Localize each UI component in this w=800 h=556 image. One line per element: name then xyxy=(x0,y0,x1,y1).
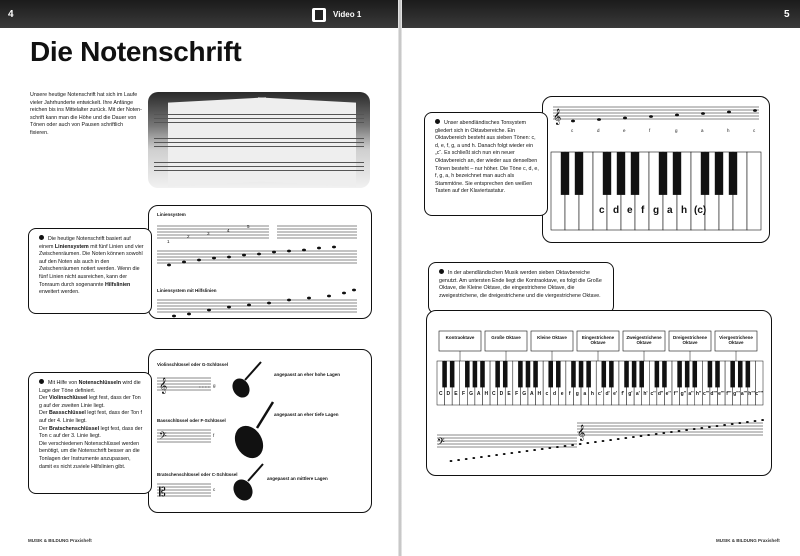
term-notenschluessel: Notenschlüsseln xyxy=(78,380,122,386)
sheet-music-photo xyxy=(148,92,370,188)
black-key xyxy=(701,152,709,195)
black-key xyxy=(746,361,751,387)
note-head xyxy=(685,429,688,431)
scale-note: d xyxy=(597,128,600,133)
note-head xyxy=(594,441,597,443)
line-number-2: 2 xyxy=(187,234,190,239)
note-head xyxy=(533,449,536,451)
liniensystem-label: Liniensystem xyxy=(157,212,186,217)
oktave-callout xyxy=(424,112,548,216)
note-head xyxy=(495,454,498,456)
key-label: f'' xyxy=(673,391,678,397)
callout-text: mit fünf Linien und vier Zwischenräumen. Die Noten können sowohl auf den Noten als auch in den Zwischenräumen notiert werden. Wenn die fünf Linien nicht ausreichen, kann der Tonraum durch sogenannte xyxy=(39,243,144,288)
octave-header: Zweigestrichene Oktave xyxy=(626,335,662,345)
octave-header-box xyxy=(439,331,481,351)
note-head xyxy=(518,451,521,453)
term-bratschenschluessel: Bratschenschlüssel xyxy=(49,425,100,432)
white-key xyxy=(755,361,763,405)
line-number-3: 3 xyxy=(207,231,210,236)
key-label: G xyxy=(522,391,527,397)
key-label: C xyxy=(492,391,496,397)
key-label: a xyxy=(583,391,587,397)
black-key xyxy=(715,361,720,387)
note-head xyxy=(678,430,681,432)
clef-desc-g: angepasst an eher hohe Lagen xyxy=(274,372,341,377)
black-key xyxy=(673,152,681,195)
scale-note-head xyxy=(649,115,653,118)
callout-text: Der xyxy=(39,425,50,432)
scale-keyboard-diagram xyxy=(542,96,770,243)
key-label: h xyxy=(681,205,688,216)
page-number-left: 4 xyxy=(8,9,14,20)
note-head xyxy=(670,431,673,433)
scale-note-head xyxy=(623,117,627,120)
key-label: d'' xyxy=(657,391,664,397)
octave-header: Große Oktave xyxy=(491,335,521,340)
key-label: d xyxy=(552,391,557,397)
clef-callout xyxy=(28,372,152,494)
scale-note-head xyxy=(701,112,705,115)
note-head xyxy=(761,419,764,421)
svg-text:𝄡: 𝄡 xyxy=(159,485,166,499)
scale-note: e xyxy=(623,128,626,133)
page-number-right: 5 xyxy=(784,9,790,20)
key-label: c'' xyxy=(650,391,656,397)
line-number-4: 4 xyxy=(227,228,230,233)
key-label: h''' xyxy=(748,391,755,397)
octave-header: Kleine Oktave xyxy=(537,335,567,340)
key-label: E xyxy=(507,391,511,397)
scale-note: f xyxy=(649,128,651,133)
key-label: D xyxy=(446,391,451,397)
scale-note: g xyxy=(675,128,678,133)
note-head xyxy=(624,437,627,439)
clef-note-g: g xyxy=(213,383,216,388)
black-key xyxy=(602,361,607,387)
key-label: C xyxy=(438,391,443,397)
intro-text: Unsere heutige Notenschrift hat sich im Laufe vieler Jahrhunderte entwickelt. Ihre Anfänge reichen bis ins Mittelalter zurück. Mit der Notenschrift kann man die Höhe und die Dauer von Tönen oder auch von Pausen schriftlich fixieren. xyxy=(30,92,142,136)
key-label: (c) xyxy=(694,205,707,216)
note-head xyxy=(655,433,658,435)
note-head xyxy=(723,424,726,426)
white-key xyxy=(747,152,761,230)
black-key xyxy=(579,361,584,387)
black-key xyxy=(548,361,553,387)
bullet-icon xyxy=(439,269,444,274)
bullet-icon xyxy=(39,379,44,384)
black-key xyxy=(609,361,614,387)
note-head xyxy=(586,442,589,444)
note-head xyxy=(609,439,612,441)
callout-text: wird die Lage der Töne definiert. xyxy=(39,380,141,394)
black-key xyxy=(632,361,637,387)
key-label: c'''' xyxy=(755,391,763,397)
key-label: f xyxy=(641,205,645,216)
black-key xyxy=(603,152,611,195)
line-number-1: 1 xyxy=(167,239,170,244)
black-key xyxy=(659,152,667,195)
svg-text:𝄞: 𝄞 xyxy=(159,378,168,394)
black-key xyxy=(685,361,690,387)
video-label: Video 1 xyxy=(333,10,362,19)
key-label: g'' xyxy=(680,391,687,397)
key-label: H xyxy=(537,391,542,397)
octave-keyboard-diagram xyxy=(426,310,772,476)
clef-note-f: f xyxy=(213,433,215,438)
note-head xyxy=(640,435,643,437)
key-label: e' xyxy=(613,391,618,397)
page-spine xyxy=(398,0,402,556)
black-key xyxy=(495,361,500,387)
note-head xyxy=(472,457,475,459)
note-head xyxy=(708,426,711,428)
key-label: h' xyxy=(643,391,648,397)
scale-note-head xyxy=(753,109,757,112)
clef-diagram xyxy=(148,349,372,513)
black-key xyxy=(503,361,508,387)
keyboard-key-labels xyxy=(599,205,719,219)
black-key xyxy=(575,152,583,195)
black-key xyxy=(730,361,735,387)
callout-text: Die verschiedenen Notenschlüssel werden benötigt, um die Notenschrift besser an die Tonlagen der Instrumente anzupassen, damit es nicht zuviele Hilfslinien gibt. xyxy=(39,440,140,470)
clef-name-g: Violinschlüssel oder G-Schlüssel xyxy=(157,362,228,367)
svg-text:𝄞: 𝄞 xyxy=(553,109,562,125)
key-label: a''' xyxy=(740,391,748,397)
black-key xyxy=(639,361,644,387)
octave-header: Dreigestrichene Oktave xyxy=(672,335,707,345)
key-label: e''' xyxy=(718,391,725,397)
black-key xyxy=(662,361,667,387)
black-key xyxy=(442,361,447,387)
black-key xyxy=(677,361,682,387)
note-head xyxy=(503,453,506,455)
key-label: e xyxy=(627,205,633,216)
clef-note-c: c xyxy=(213,487,216,492)
clef-name-f: Bassschlüssel oder F-Schlüssel xyxy=(157,418,226,423)
clef-name-c: Bratschenschlüssel oder C-Schlüssel xyxy=(157,472,238,477)
key-label: a'' xyxy=(688,391,694,397)
note-head xyxy=(480,456,483,458)
note-head xyxy=(700,427,703,429)
black-key xyxy=(533,361,538,387)
bullet-icon xyxy=(39,235,44,240)
key-label: f''' xyxy=(726,391,732,397)
note-head xyxy=(693,428,696,430)
key-label: D xyxy=(499,391,504,397)
key-label: d''' xyxy=(710,391,718,397)
note-head xyxy=(602,440,605,442)
key-label: f' xyxy=(621,391,625,397)
key-label: f xyxy=(568,391,571,397)
callout-text: Mit Hilfe von xyxy=(48,380,79,386)
black-key xyxy=(561,152,569,195)
note-head xyxy=(731,423,734,425)
key-label: g' xyxy=(628,391,633,397)
black-key xyxy=(450,361,455,387)
note-head xyxy=(488,455,491,457)
clef-desc-c: angepasst an mittlere Lagen xyxy=(267,476,328,481)
note-head xyxy=(716,425,719,427)
scale-note-head xyxy=(675,114,679,117)
note-head xyxy=(632,436,635,438)
note-head xyxy=(564,445,567,447)
scale-note-head xyxy=(597,118,601,121)
note-head xyxy=(510,452,513,454)
black-key xyxy=(617,152,625,195)
term-violinschluessel: Violinschlüssel xyxy=(49,395,88,402)
film-icon xyxy=(312,8,326,22)
callout-text: legt fest, dass der Ton c auf der 3. Linie liegt. xyxy=(39,425,143,440)
note-head xyxy=(548,447,551,449)
black-key xyxy=(631,152,639,195)
key-label: c xyxy=(545,391,549,397)
key-label: c' xyxy=(598,391,602,397)
octave-header: Kontraoktave xyxy=(445,335,475,340)
key-label: e xyxy=(560,391,564,397)
oktaven-callout xyxy=(428,262,614,314)
svg-text:𝄢: 𝄢 xyxy=(159,430,167,444)
black-key xyxy=(738,361,743,387)
term-hilfslinien: Hilfslinien xyxy=(104,281,131,288)
callout-text: Unser abendländisches Tonsystem gliedert sich in Oktavbereiche. Ein Oktavbereich besteht aus sieben Tönen: c, d, e, f, g, a und h. Danach folgt wieder ein „c“. Es schließt sich nun ein neuer Oktavbereich an, der wieder aus denselben Tönen besteht – nur höher. Die Töne c, d, e, f, g, a, h bezeichnet man auch als Stammtöne. Sie entsprechen den weißen Tasten auf der Klaviertastatur. xyxy=(435,120,539,195)
note-head xyxy=(746,421,749,423)
liniensystem-diagram xyxy=(148,205,372,319)
note-head xyxy=(571,444,574,446)
key-label: F xyxy=(515,391,519,397)
footer-left: MUSIK & BILDUNG Praxisheft xyxy=(28,538,92,543)
key-label: c''' xyxy=(702,391,710,397)
scale-note-head xyxy=(727,111,731,114)
black-key xyxy=(465,361,470,387)
black-key xyxy=(729,152,737,195)
note-head xyxy=(556,446,559,448)
scale-labels xyxy=(555,128,760,136)
page-title: Die Notenschrift xyxy=(30,36,242,67)
black-key xyxy=(556,361,561,387)
note-head xyxy=(526,450,529,452)
octave-header: Eingestrichene Oktave xyxy=(581,335,615,345)
key-label: a xyxy=(667,205,673,216)
scale-note: a xyxy=(701,128,704,133)
black-key xyxy=(473,361,478,387)
key-label: h'' xyxy=(695,391,702,397)
key-label: H xyxy=(484,391,489,397)
octave-header-box xyxy=(485,331,527,351)
callout-text: In der abendländischen Musik werden sieben Oktavbereiche genutzt. Am untersten Ende liegt die Kontraoktave, es folgt die Große Oktave, die Kleine Oktave, die eingestrichene Oktave, die zweigestrichene, die dreigestrichene und die viergestrichene Oktave. xyxy=(439,270,602,299)
hilfslinien-label: Liniensystem mit Hilfslinien xyxy=(157,288,217,293)
liniensystem-callout xyxy=(28,228,152,314)
key-label: A xyxy=(476,391,481,397)
scale-note: h xyxy=(727,128,730,133)
callout-text: legt fest, dass der Ton f auf der 4. Linie liegt. xyxy=(39,410,142,424)
octave-header-box xyxy=(531,331,573,351)
black-key xyxy=(518,361,523,387)
scale-note-head xyxy=(571,120,575,123)
note-head xyxy=(647,434,650,436)
key-label: c xyxy=(599,205,605,216)
key-label: d xyxy=(613,205,620,216)
callout-text: Der xyxy=(39,410,50,417)
key-label: d' xyxy=(605,391,610,397)
black-key xyxy=(715,152,723,195)
black-key xyxy=(624,361,629,387)
svg-text:𝄢: 𝄢 xyxy=(437,436,445,450)
note-head xyxy=(617,438,620,440)
svg-text:𝄞: 𝄞 xyxy=(577,425,586,441)
key-label: F xyxy=(461,391,466,397)
key-label: h xyxy=(590,391,594,397)
black-key xyxy=(571,361,576,387)
note-head xyxy=(662,432,665,434)
clef-desc-f: angepasst an eher tiefe Lagen xyxy=(274,412,339,417)
black-key xyxy=(586,361,591,387)
note-head xyxy=(754,420,757,422)
callout-text: Die heutige Notenschrift basiert auf einem xyxy=(39,236,131,250)
key-label: e'' xyxy=(665,391,671,397)
black-key xyxy=(692,361,697,387)
black-key xyxy=(480,361,485,387)
key-label: A xyxy=(529,391,534,397)
note-head xyxy=(457,459,460,461)
octave-header: Viergestrichene Oktave xyxy=(719,335,753,345)
scale-note: c xyxy=(753,128,756,133)
key-label: g xyxy=(653,205,660,216)
note-head xyxy=(450,460,453,462)
footer-right: MUSIK & BILDUNG Praxisheft xyxy=(716,538,780,543)
note-head xyxy=(541,448,544,450)
callout-text: Der xyxy=(39,395,50,402)
key-label: E xyxy=(454,391,458,397)
black-key xyxy=(526,361,531,387)
key-label: G xyxy=(469,391,474,397)
black-key xyxy=(708,361,713,387)
callout-text: erweitert werden. xyxy=(39,289,80,296)
note-head xyxy=(738,422,741,424)
note-head xyxy=(465,458,468,460)
note-head xyxy=(579,443,582,445)
callout-text: legt fest, dass der Ton g auf der zweiten Linie liegt. xyxy=(39,395,141,409)
scale-note: c xyxy=(571,128,574,133)
bullet-icon xyxy=(435,119,440,124)
key-label: g''' xyxy=(733,391,740,397)
key-label: g xyxy=(575,391,579,397)
term-liniensystem: Liniensystem xyxy=(54,243,89,250)
term-bassschluessel: Bassschlüssel xyxy=(49,410,86,417)
line-number-5: 5 xyxy=(247,224,250,229)
black-key xyxy=(655,361,660,387)
key-label: a' xyxy=(635,391,640,397)
